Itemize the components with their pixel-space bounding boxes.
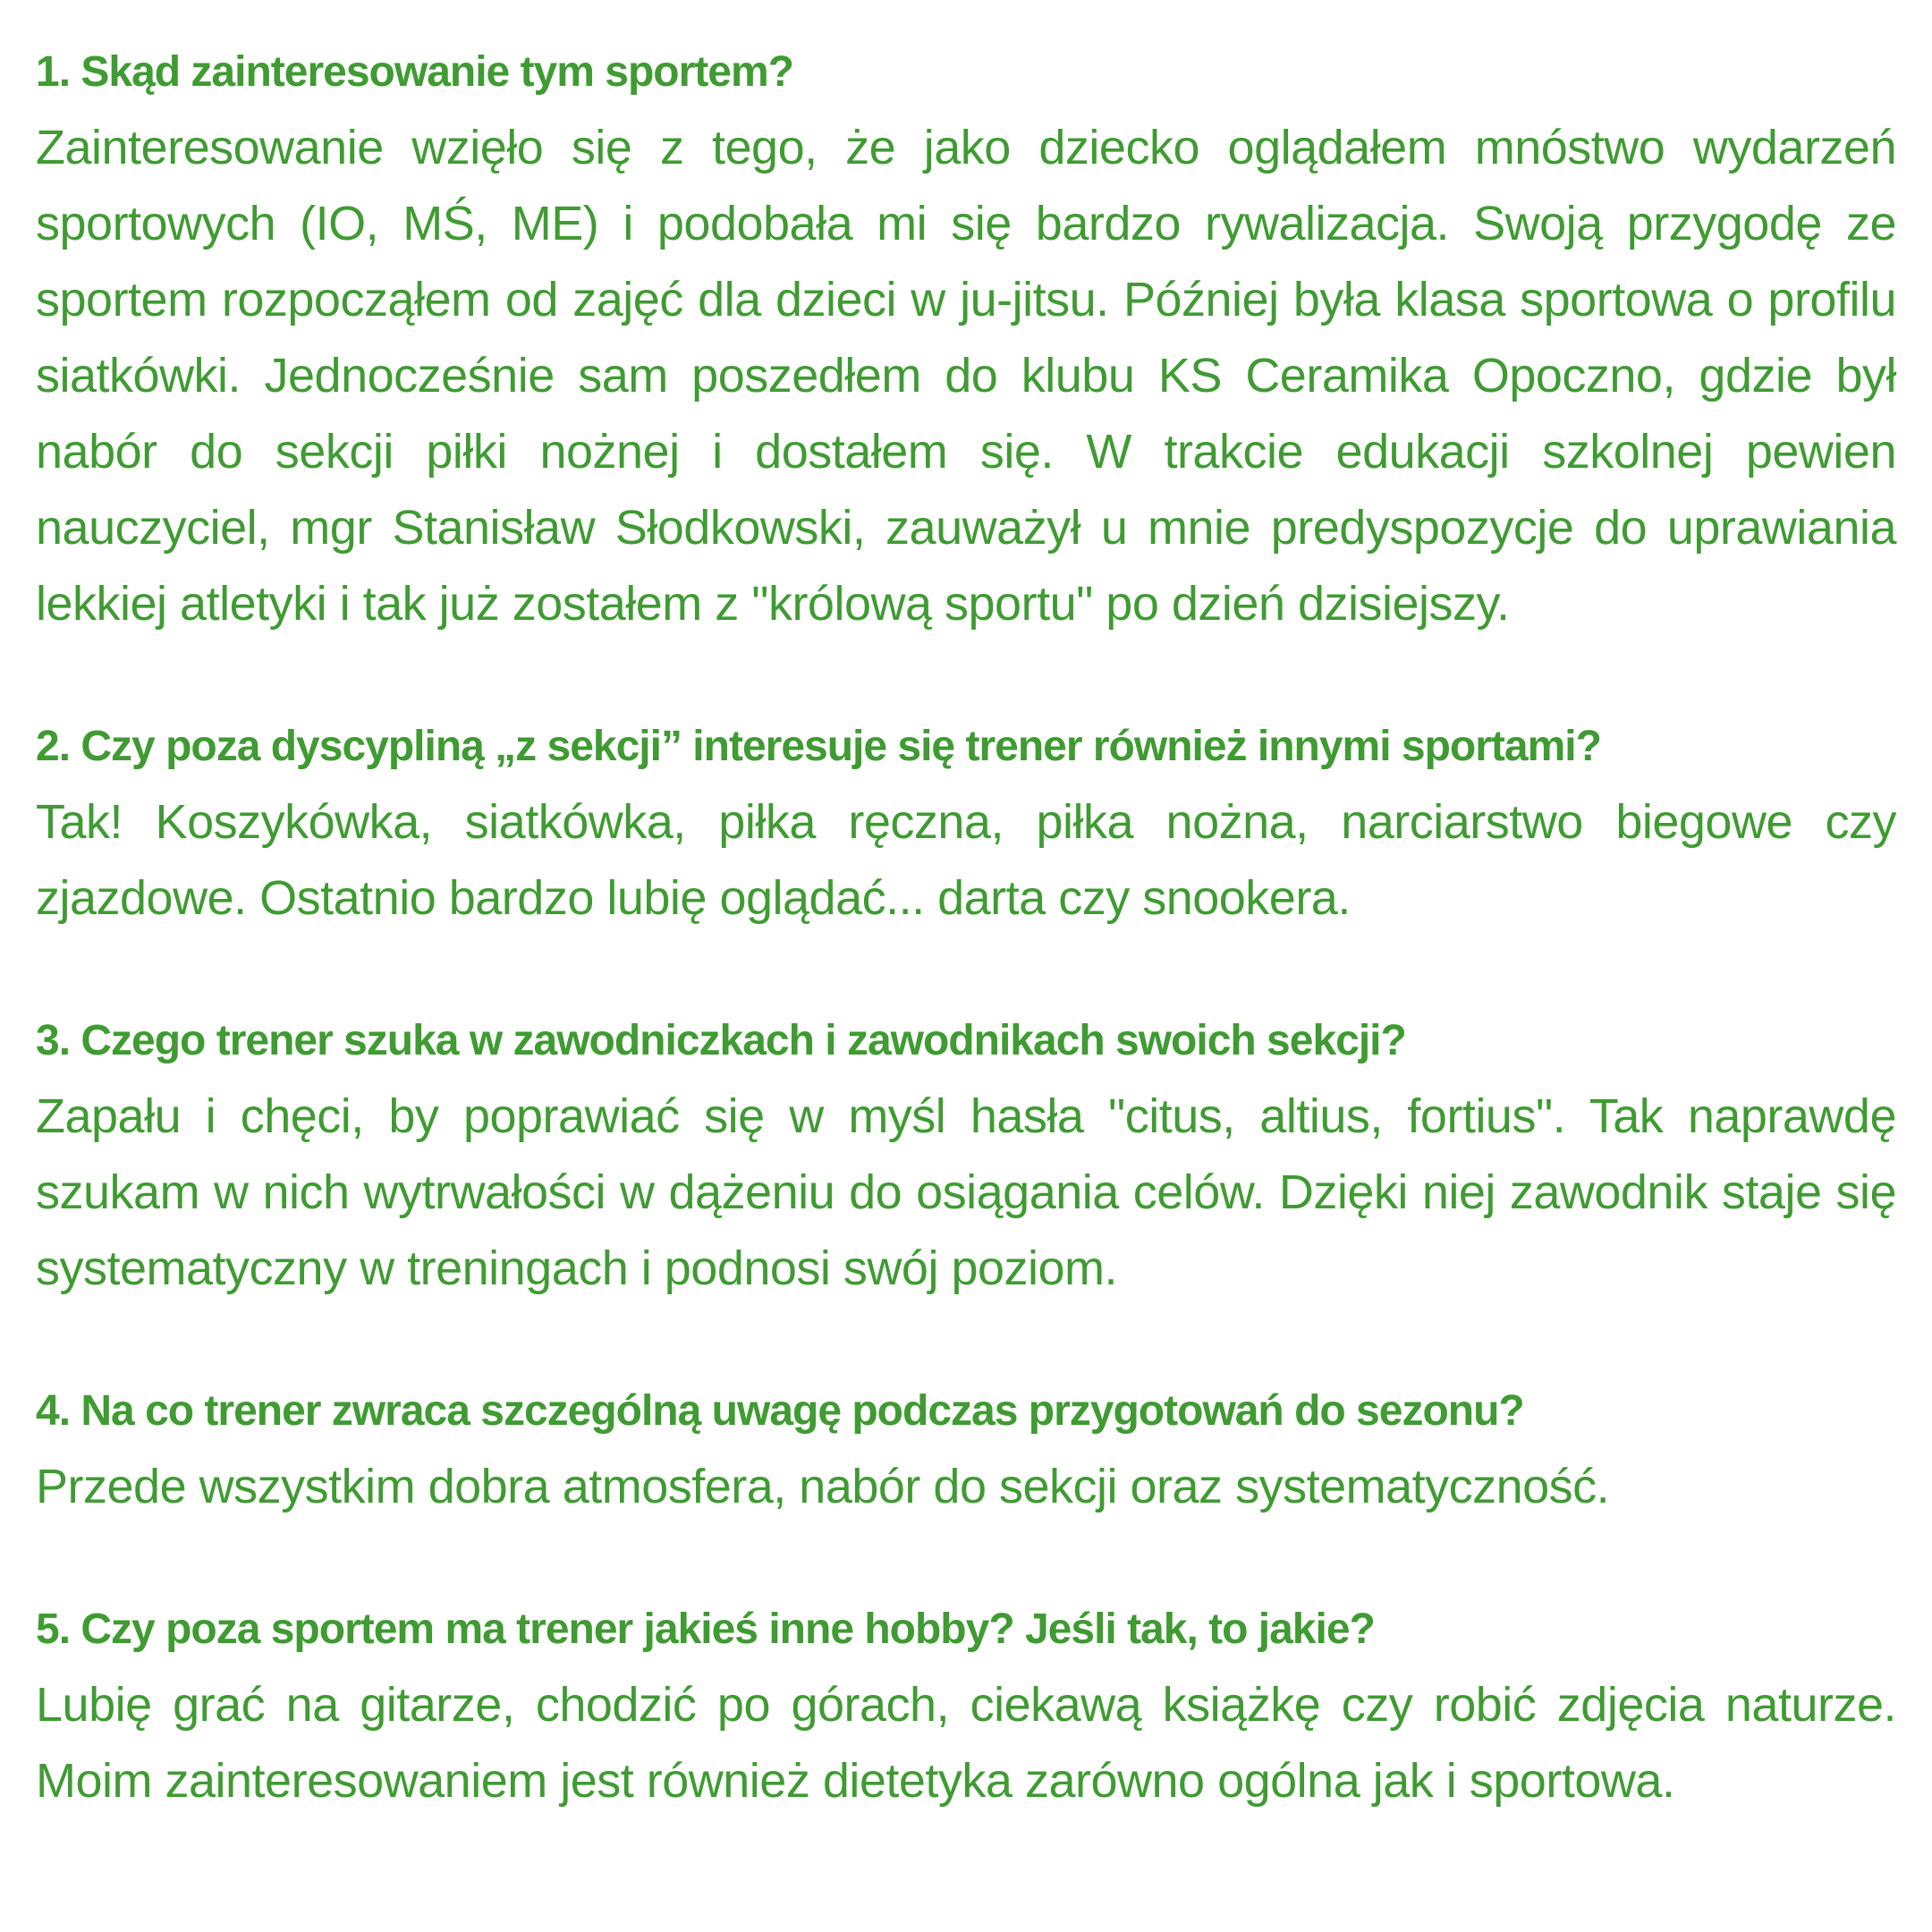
- question-heading: 1. Skąd zainteresowanie tym sportem?: [36, 48, 793, 96]
- qa-section-2: [36, 708, 1896, 936]
- qa-section-1: [36, 34, 1896, 642]
- answer-paragraph: Przede wszystkim dobra atmosfera, nabór do sekcji oraz systematyczność.: [36, 1460, 1610, 1513]
- answer-paragraph: Tak! Koszykówka, siatkówka, piłka ręczna, piłka nożna, narciarstwo biegowe czy zjazdowe. Ostatnio bardzo lubię oglądać... darta czy snookera.: [36, 795, 1896, 925]
- question-heading: 5. Czy poza sportem ma trener jakieś inne hobby? Jeśli tak, to jakie?: [36, 1606, 1375, 1653]
- question-heading: 2. Czy poza dyscypliną „z sekcji” interesuje się trener również innymi sportami?: [36, 723, 1601, 770]
- question-heading: 4. Na co trener zwraca szczególną uwagę podczas przygotowań do sezonu?: [36, 1387, 1524, 1435]
- qa-section-5: [36, 1591, 1896, 1819]
- answer-paragraph: Lubię grać na gitarze, chodzić po górach, ciekawą książkę czy robić zdjęcia naturze. Moim zainteresowaniem jest również dietetyka zarówno ogólna jak i sportowa.: [36, 1678, 1896, 1808]
- answer-paragraph: Zapału i chęci, by poprawiać się w myśl hasła "citus, altius, fortius". Tak naprawdę szukam w nich wytrwałości w dążeniu do osiągania celów. Dzięki niej zawodnik staje się systematyczny w treningach i podnosi swój poziom.: [36, 1089, 1896, 1295]
- qa-section-3: [36, 1003, 1896, 1307]
- qa-section-4: [36, 1373, 1896, 1525]
- question-heading: 3. Czego trener szuka w zawodniczkach i zawodnikach swoich sekcji?: [36, 1017, 1406, 1064]
- interview-document: [36, 34, 1896, 1819]
- answer-paragraph: Zainteresowanie wzięło się z tego, że jako dziecko oglądałem mnóstwo wydarzeń sportowych (IO, MŚ, ME) i podobała mi się bardzo rywalizacja. Swoją przygodę ze sportem rozpocząłem od zajęć dla dzieci w ju-jitsu. Później była klasa sportowa o profilu siatkówki. Jednocześnie sam poszedłem do klubu KS Ceramika Opoczno, gdzie był nabór do sekcji piłki nożnej i dostałem się. W trakcie edukacji szkolnej pewien nauczyciel, mgr Stanisław Słodkowski, zauważył u mnie predyspozycje do uprawiania lekkiej atletyki i tak już zostałem z "królową sportu" po dzień dzisiejszy.: [36, 121, 1896, 631]
